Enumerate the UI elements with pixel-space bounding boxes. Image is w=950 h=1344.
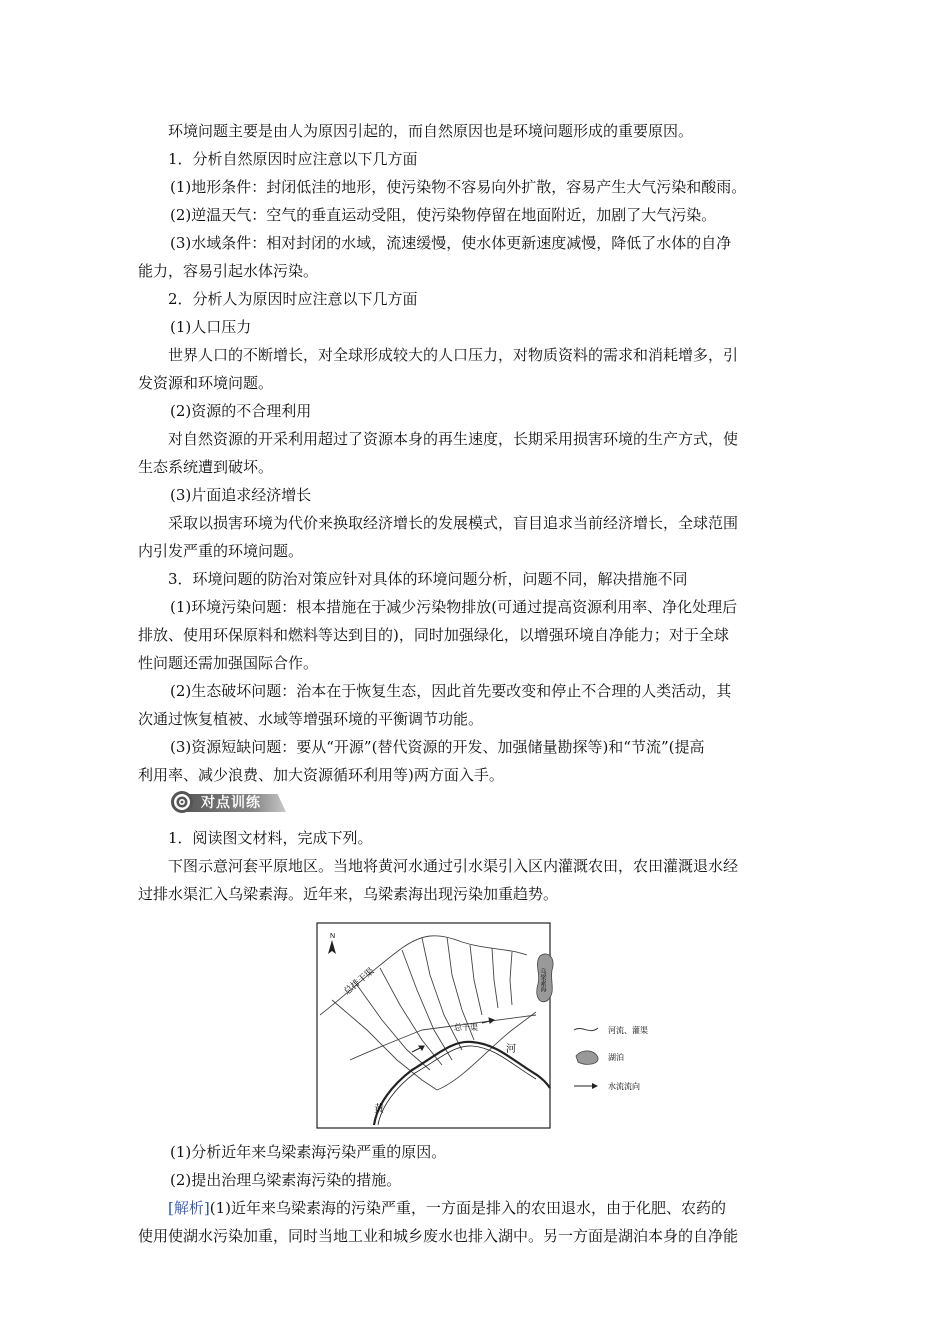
legend-river-symbol: [574, 1028, 598, 1031]
para-ecology: (2)生态破坏问题：治本在于恢复生态，因此首先要改变和停止不合理的人类活动，其: [170, 682, 732, 700]
para-growth: 采取以损害环境为代价来换取经济增长的发展模式，盲目追求当前经济增长，全球范围: [168, 514, 739, 532]
lake-label: 乌梁素海: [539, 968, 545, 992]
answer-text: (1)近年来乌梁素海的污染严重，一方面是排入的农田退水，由于化肥、农药的: [209, 1199, 726, 1217]
para-pollution: (1)环境污染问题：根本措施在于减少污染物排放(可通过提高资源利用率、净化处理后: [170, 598, 738, 616]
answer-line-cont: 使用使湖水污染加重，同时当地工业和城乡废水也排入湖中。另一方面是湖泊本身的自净能: [138, 1227, 739, 1245]
question-material-cont: 过排水渠汇入乌梁素海。近年来，乌梁素海出现污染加重趋势。: [138, 885, 559, 903]
para-growth-cont: 内引发严重的环境问题。: [138, 542, 304, 560]
target-icon: [170, 790, 194, 814]
badge-label: 对点训练: [201, 795, 261, 811]
legend-river-label: 河流、灌渠: [608, 1026, 648, 1035]
para-water-cont: 能力，容易引起水体污染。: [138, 262, 319, 280]
heading-measures: 3．环境问题的防治对策应针对具体的环境问题分析，问题不同，解决措施不同: [168, 570, 688, 588]
sub-population: (1)人口压力: [170, 318, 252, 336]
heading-human: 2．分析人为原因时应注意以下几方面: [168, 290, 418, 308]
para-resources: 对自然资源的开采利用超过了资源本身的再生速度，长期采用损害环境的生产方式，使: [168, 430, 739, 448]
heading-natural: 1．分析自然原因时应注意以下几方面: [168, 150, 418, 168]
river-huang-label: 黄: [374, 1104, 384, 1115]
sub-resources: (2)资源的不合理利用: [170, 402, 312, 420]
sub-question-2: (2)提出治理乌梁素海污染的措施。: [170, 1171, 402, 1189]
legend-lake-symbol: [576, 1051, 598, 1064]
legend-lake-label: 湖泊: [608, 1053, 624, 1062]
section-badge: [170, 790, 286, 816]
map-legend: [574, 1025, 648, 1091]
para-pollution-cont: 排放、使用环保原料和燃料等达到目的)，同时加强绿化，以增强环境自净能力；对于全球: [138, 626, 729, 644]
legend-flow-label: 水流流向: [608, 1082, 640, 1091]
para-population-cont: 发资源和环境问题。: [138, 374, 274, 392]
analysis-tag: [解析]: [168, 1199, 210, 1217]
answer-line: [168, 1194, 848, 1222]
north-label: N: [330, 933, 336, 940]
para-resources-cont: 生态系统遭到破坏。: [138, 458, 274, 476]
para-shortage-cont: 利用率、减少浪费、加大资源循环利用等)两方面入手。: [138, 766, 504, 784]
para-inversion: (2)逆温天气：空气的垂直运动受阻，使污染物停留在地面附近，加剧了大气污染。: [170, 206, 717, 224]
main-canal-label: 总干渠: [454, 1023, 478, 1032]
para-population: 世界人口的不断增长，对全球形成较大的人口压力，对物质资料的需求和消耗增多，引: [168, 346, 739, 364]
question-material: 下图示意河套平原地区。当地将黄河水通过引水渠引入区内灌溉农田，农田灌溉退水经: [168, 857, 739, 875]
question-1: 1．阅读图文材料，完成下列。: [168, 829, 373, 847]
sub-growth: (3)片面追求经济增长: [170, 486, 312, 504]
sub-question-1: (1)分析近年来乌梁素海污染严重的原因。: [170, 1143, 447, 1161]
para-water: (3)水域条件：相对封闭的水域，流速缓慢，使水体更新速度减慢，降低了水体的自净: [170, 234, 732, 252]
hetao-plain-map: [312, 920, 692, 1130]
river-he-label: 河: [506, 1044, 516, 1055]
para-ecology-cont: 次通过恢复植被、水域等增强环境的平衡调节功能。: [138, 710, 484, 728]
para-terrain: (1)地形条件：封闭低洼的地形，使污染物不容易向外扩散，容易产生大气污染和酸雨。: [170, 178, 747, 196]
map-frame: [317, 923, 550, 1128]
para-shortage: (3)资源短缺问题：要从“开源”(替代资源的开发、加强储量勘探等)和“节流”(提高: [170, 738, 705, 756]
para-intro: 环境问题主要是由人为原因引起的，而自然原因也是环境问题形成的重要原因。: [168, 122, 694, 140]
para-pollution-cont2: 性问题还需加强国际合作。: [138, 654, 319, 672]
main-drain-label: 总排干渠: [341, 965, 376, 997]
